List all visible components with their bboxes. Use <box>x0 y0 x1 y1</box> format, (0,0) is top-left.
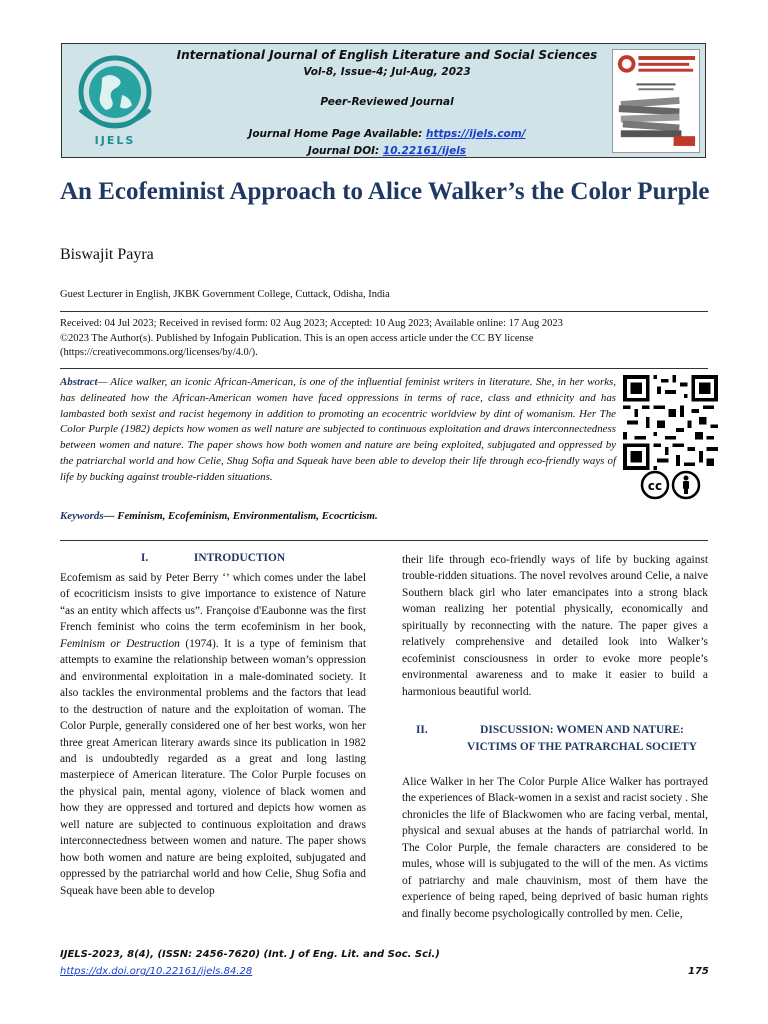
footer-doi-link[interactable]: https://dx.doi.org/10.22161/ijels.84.28 <box>60 966 253 977</box>
svg-text:cc: cc <box>647 479 663 493</box>
section-number: II. <box>416 724 428 736</box>
license-line: ©2023 The Author(s). Published by Infogain Publication. This is an open access article under the CC BY license <box>60 332 534 344</box>
intro-text: Ecofemism as said by Peter Berry ‘’ which comes under the label of ecocriticism insists to give importance to existence of Nature “as an entity which affects us”. Françoise d'Eaubonne was the first French feminist who coins the term ecofeminism in her book, <box>60 572 366 634</box>
section-title: INTRODUCTION <box>193 552 286 564</box>
discussion-paragraph: Alice Walker in her The Color Purple Alice Walker has portrayed the experiences of Black-women in a sexist and racist society . She chronicles the life of Blackwomen who are facing verbal, mental, physical and sexual abuses at the hands of patriarchal world. In The Color Purple, the female characters are considered to be mules, whose will is subjugated to the will of the men. As victims of patriarchy and male chauvinism, most of them have the experience of being raped, being deprived of basic human rights and finally become psychologically controlled by men. Celie, <box>402 776 708 920</box>
doi-label: Journal DOI: <box>307 145 383 157</box>
license-link[interactable]: (https://creativecommons.org/licenses/by/4.0/). <box>60 347 258 358</box>
keywords-text: — Feminism, Ecofeminism, Environmentalism, Ecocrticism. <box>103 510 378 522</box>
intro-paragraph-end: their life through eco-friendly ways of life by bucking against trouble-ridden situations. The novel revolves around Celie, a naive Southern black girl who later emancipates into a strong black woman realizing her potential physically, economically and spiritually by reconnecting with the nature. The paper gives a relatively comprehensive and detailed look into Walker’s ecofeminist consciousness in order to evoke more people’s environmental awareness and to make it easier to build a harmonious beautiful world. <box>402 554 708 698</box>
journal-cover-image <box>612 49 700 153</box>
page-number: 175 <box>688 966 709 977</box>
abstract <box>60 375 616 486</box>
journal-doi-line <box>162 145 612 157</box>
abstract-label: Abstract <box>60 376 98 388</box>
journal-header <box>61 43 706 158</box>
left-column-text <box>60 570 366 899</box>
author-name: Biswajit Payra <box>60 246 154 263</box>
section-heading-discussion <box>402 722 708 755</box>
journal-name: International Journal of English Literature and Social Sciences <box>176 48 598 62</box>
divider <box>60 368 708 369</box>
right-column-intro-continued <box>402 552 708 700</box>
author-affiliation: Guest Lecturer in English, JKBK Government College, Cuttack, Odisha, India <box>60 289 390 300</box>
publication-dates <box>60 317 710 361</box>
globe-icon <box>70 50 160 150</box>
abstract-text: — Alice walker, an iconic African-American, is one of the influential feminist writers in literature. She, in her works, has delineated how the African-American women have faced oppressions in terms of race, class and ethnicity and has lambasted both sexist and racist hegemony in addition to promoting an ecocentric worldview by dint of womanism. Her The Color Purple (1982) depicts how women as well nature are subjected to continuous exploitation and draws interconnectedness between women and nature. The paper shows how both women and nature are being exploited, subjugated and oppressed by the patriarchal world and how Celie, Shug Sofia and Squeak have been able to develop their life through eco-friendly ways of life by bucking against trouble-ridden situations. <box>60 376 616 483</box>
intro-text-continued: (1974). It is a type of feminism that attempts to examine the relationship between woman’s oppression and environmental exploitation in a male-dominated society. It also tackles the environmental problems and the factors that lead to the destruction of nature and the exploitation of woman. The Color Purple, generally considered one of her best works, won her three great American literary awards since its publication in 1982 and is undoubtedly regarded as a great and long lasting masterpiece of American literature. The Color Purple focuses on the physical pain, mental agony, violence of black women and how they are oppressed and tortured and depicts how women as well nature are subjected to continuous exploitation and draws interconnectedness between women and nature. The paper shows how both women and nature are being exploited, subjugated and oppressed by the patriarchal world and how Celie, Shug Sofia and Squeak have been able to develop <box>60 637 366 897</box>
introduction-paragraph <box>60 570 366 899</box>
section-heading-introduction <box>60 550 366 567</box>
section-number: I. <box>140 552 149 564</box>
book-title: Feminism or Destruction <box>60 637 180 650</box>
doi-link[interactable]: 10.22161/ijels <box>382 145 467 157</box>
journal-home-line <box>162 128 612 140</box>
section-title: DISCUSSION: WOMEN AND NATURE: VICTIMS OF THE PATRARCHAL SOCIETY <box>467 724 697 753</box>
peer-reviewed-label: Peer-Reviewed Journal <box>320 96 454 108</box>
divider <box>60 311 708 312</box>
home-page-link[interactable]: https://ijels.com/ <box>426 128 526 140</box>
discussion-text <box>402 774 708 922</box>
journal-volume: Vol-8, Issue-4; Jul-Aug, 2023 <box>303 66 471 78</box>
cc-by-license-icon <box>640 470 702 500</box>
divider <box>60 540 708 541</box>
dates-line: Received: 04 Jul 2023; Received in revised form: 02 Aug 2023; Accepted: 10 Aug 2023; Available online: 17 Aug 2023 <box>60 318 563 329</box>
qr-code-icon <box>623 375 718 470</box>
keywords-label: Keywords <box>60 510 104 522</box>
home-page-label: Journal Home Page Available: <box>248 128 427 140</box>
logo-text: IJELS <box>94 134 136 147</box>
keywords <box>60 510 378 522</box>
article-title: An Ecofeminist Approach to Alice Walker’s the Color Purple <box>60 178 710 205</box>
footer-citation: IJELS-2023, 8(4), (ISSN: 2456-7620) (Int. J of Eng. Lit. and Soc. Sci.) <box>60 949 440 960</box>
